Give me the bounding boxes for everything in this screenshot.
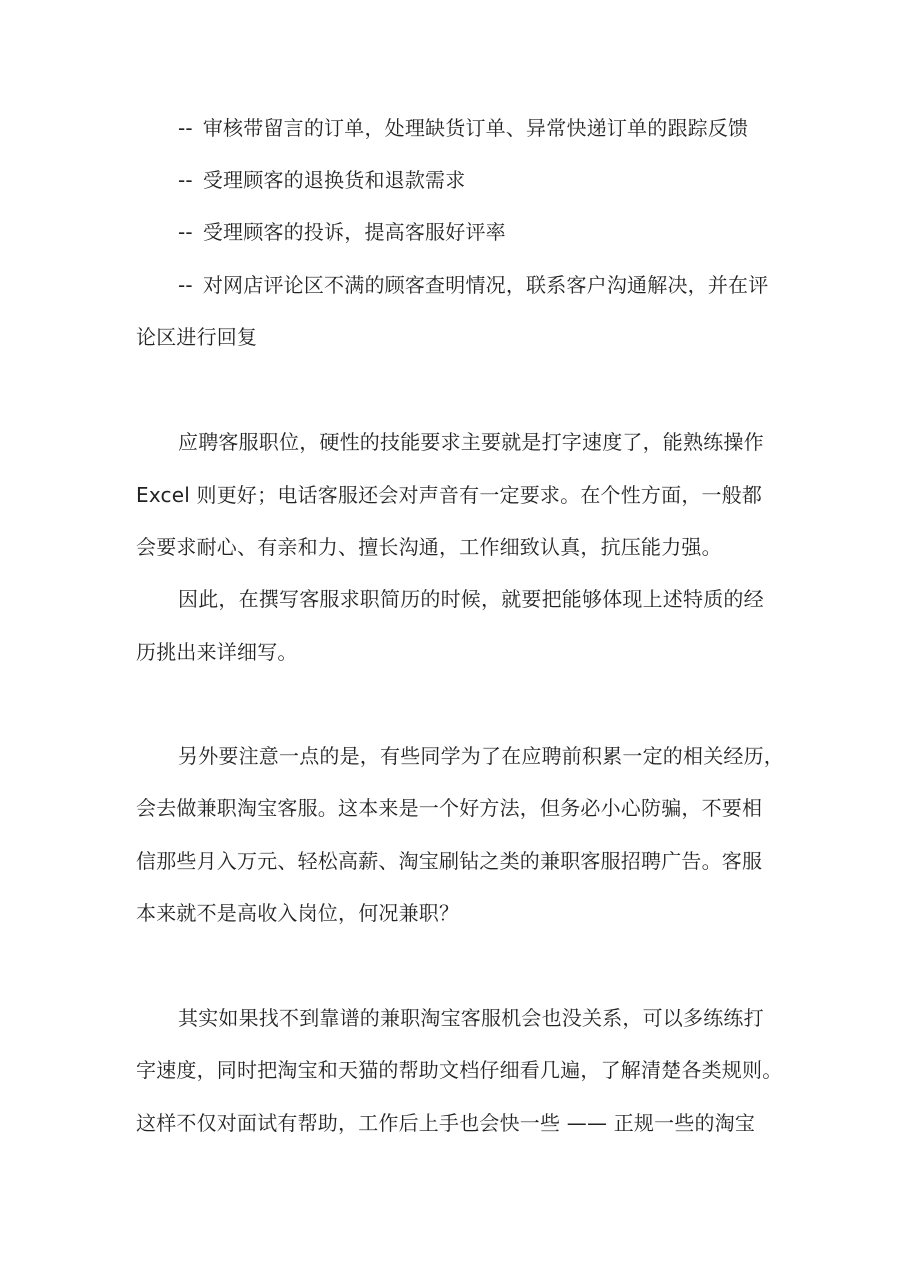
paragraph-line: 会要求耐心、有亲和力、擅长沟通，工作细致认真，抗压能力强。 — [136, 535, 722, 559]
paragraph-line: 本来就不是高收入岗位，何况兼职？ — [136, 901, 460, 925]
paragraph-line: 其实如果找不到靠谱的兼职淘宝客服机会也没关系，可以多练练打 — [178, 1006, 764, 1030]
paragraph-line: 会去做兼职淘宝客服。这本来是一个好方法，但务必小心防骗，不要相 — [136, 796, 763, 820]
paragraph-line: 这样不仅对面试有帮助，工作后上手也会快一些 —— 正规一些的淘宝 — [136, 1111, 756, 1135]
bullet-dash: -- — [178, 116, 193, 140]
paragraph-line: 另外要注意一点的是，有些同学为了在应聘前积累一定的相关经历， — [178, 744, 784, 768]
bullet-item — [178, 114, 818, 142]
paragraph-line: 历挑出来详细写。 — [136, 640, 298, 664]
paragraph-line: 应聘客服职位，硬性的技能要求主要就是打字速度了，能熟练操作 — [178, 430, 764, 454]
bullet-item — [178, 166, 818, 194]
bullet-text: 受理顾客的投诉，提高客服好评率 — [202, 220, 506, 244]
bullet-text: 对网店评论区不满的顾客查明情况，联系客户沟通解决，并在评 — [202, 273, 769, 297]
bullet-item — [178, 218, 818, 246]
bullet-text: 审核带留言的订单，处理缺货订单、异常快递订单的跟踪反馈 — [202, 116, 749, 140]
paragraph-line: 因此，在撰写客服求职简历的时候，就要把能够体现上述特质的经 — [178, 587, 764, 611]
bullet-text: 受理顾客的退换货和退款需求 — [202, 168, 466, 192]
paragraph-line: 信那些月入万元、轻松高薪、淘宝刷钻之类的兼职客服招聘广告。客服 — [136, 849, 763, 873]
paragraph-line: Excel 则更好；电话客服还会对声音有一定要求。在个性方面，一般都 — [136, 483, 763, 507]
paragraph-line: 字速度，同时把淘宝和天猫的帮助文档仔细看几遍，了解清楚各类规则。 — [136, 1058, 783, 1082]
bullet-continuation: 论区进行回复 — [136, 325, 258, 349]
bullet-dash: -- — [178, 168, 193, 192]
bullet-dash: -- — [178, 220, 193, 244]
bullet-dash: -- — [178, 273, 193, 297]
bullet-item — [178, 271, 818, 299]
